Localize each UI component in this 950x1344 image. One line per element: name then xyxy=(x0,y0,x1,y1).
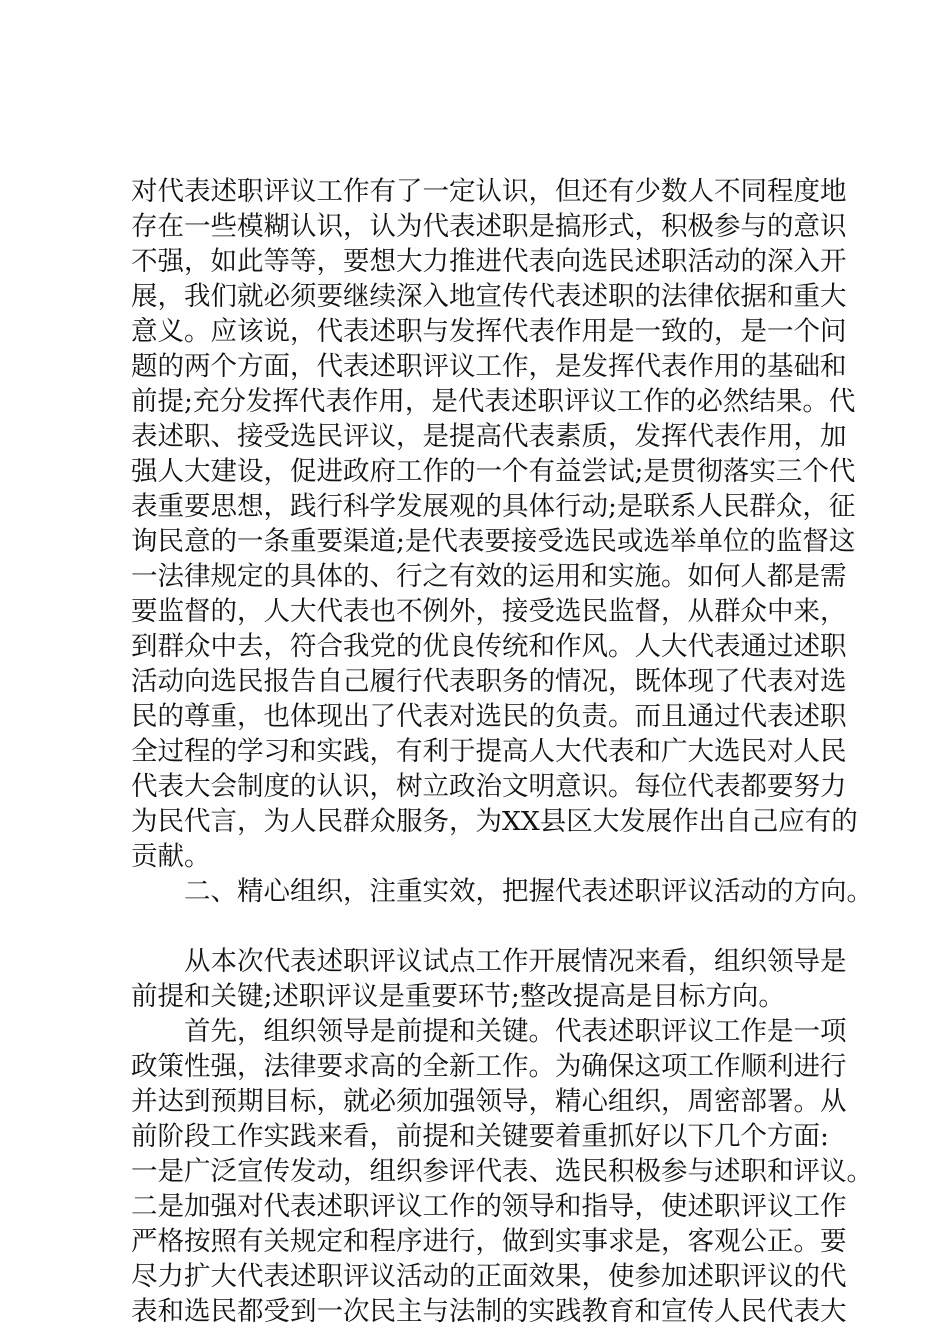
body-line: 尽力扩大代表述职评议活动的正面效果，使参加述职评议的代 xyxy=(131,1261,847,1292)
body-line: 前提;充分发挥代表作用，是代表述职评议工作的必然结果。代 xyxy=(131,386,856,417)
body-line: 并达到预期目标，就必须加强领导，精心组织，周密部署。从 xyxy=(131,1086,847,1117)
body-line: 强人大建设，促进政府工作的一个有益尝试;是贯彻落实三个代 xyxy=(131,456,856,487)
body-line: 从本次代表述职评议试点工作开展情况来看，组织领导是 xyxy=(184,946,847,977)
body-line: 二是加强对代表述职评议工作的领导和指导，使述职评议工作 xyxy=(131,1191,847,1222)
body-line: 展，我们就必须要继续深入地宣传代表述职的法律依据和重大 xyxy=(131,281,847,312)
body-line: 存在一些模糊认识，认为代表述职是搞形式，积极参与的意识 xyxy=(131,211,847,242)
body-line: 代表大会制度的认识，树立政治文明意识。每位代表都要努力 xyxy=(131,771,847,802)
body-line: 政策性强，法律要求高的全新工作。为确保这项工作顺利进行 xyxy=(131,1051,847,1082)
body-line: 活动向选民报告自己履行代表职务的情况，既体现了代表对选 xyxy=(131,666,847,697)
body-line: 首先，组织领导是前提和关键。代表述职评议工作是一项 xyxy=(184,1016,847,1047)
body-line: 表和选民都受到一次民主与法制的实践教育和宣传人民代表大 xyxy=(131,1296,847,1327)
body-line: 民的尊重，也体现出了代表对选民的负责。而且通过代表述职 xyxy=(131,701,847,732)
body-line: 要监督的，人大代表也不例外，接受选民监督，从群众中来， xyxy=(131,596,847,627)
body-line: 不强，如此等等，要想大力推进代表向选民述职活动的深入开 xyxy=(131,246,847,277)
body-line: 一法律规定的具体的、行之有效的运用和实施。如何人都是需 xyxy=(131,561,847,592)
body-line: 到群众中去，符合我党的优良传统和作风。人大代表通过述职 xyxy=(131,631,847,662)
body-line: 意义。应该说，代表述职与发挥代表作用是一致的，是一个问 xyxy=(131,316,847,347)
body-line: 前提和关键;述职评议是重要环节;整改提高是目标方向。 xyxy=(131,981,785,1012)
body-line: 一是广泛宣传发动，组织参评代表、选民积极参与述职和评议。 xyxy=(131,1156,873,1187)
body-line: 严格按照有关规定和程序进行，做到实事求是，客观公正。要 xyxy=(131,1226,847,1257)
section-heading: 二、精心组织，注重实效，把握代表述职评议活动的方向。 xyxy=(184,876,873,907)
body-line: 表述职、接受选民评议，是提高代表素质，发挥代表作用，加 xyxy=(131,421,847,452)
body-line: 询民意的一条重要渠道;是代表要接受选民或选举单位的监督这 xyxy=(131,526,856,557)
body-line: 对代表述职评议工作有了一定认识，但还有少数人不同程度地 xyxy=(131,176,847,207)
body-line: 前阶段工作实践来看，前提和关键要着重抓好以下几个方面: xyxy=(131,1121,829,1152)
body-line: 为民代言，为人民群众服务，为XX县区大发展作出自己应有的 xyxy=(131,806,858,837)
body-line: 全过程的学习和实践，有利于提高人大代表和广大选民对人民 xyxy=(131,736,847,767)
body-line: 贡献。 xyxy=(131,841,211,872)
body-line: 题的两个方面，代表述职评议工作，是发挥代表作用的基础和 xyxy=(131,351,847,382)
body-line: 表重要思想，践行科学发展观的具体行动;是联系人民群众，征 xyxy=(131,491,856,522)
